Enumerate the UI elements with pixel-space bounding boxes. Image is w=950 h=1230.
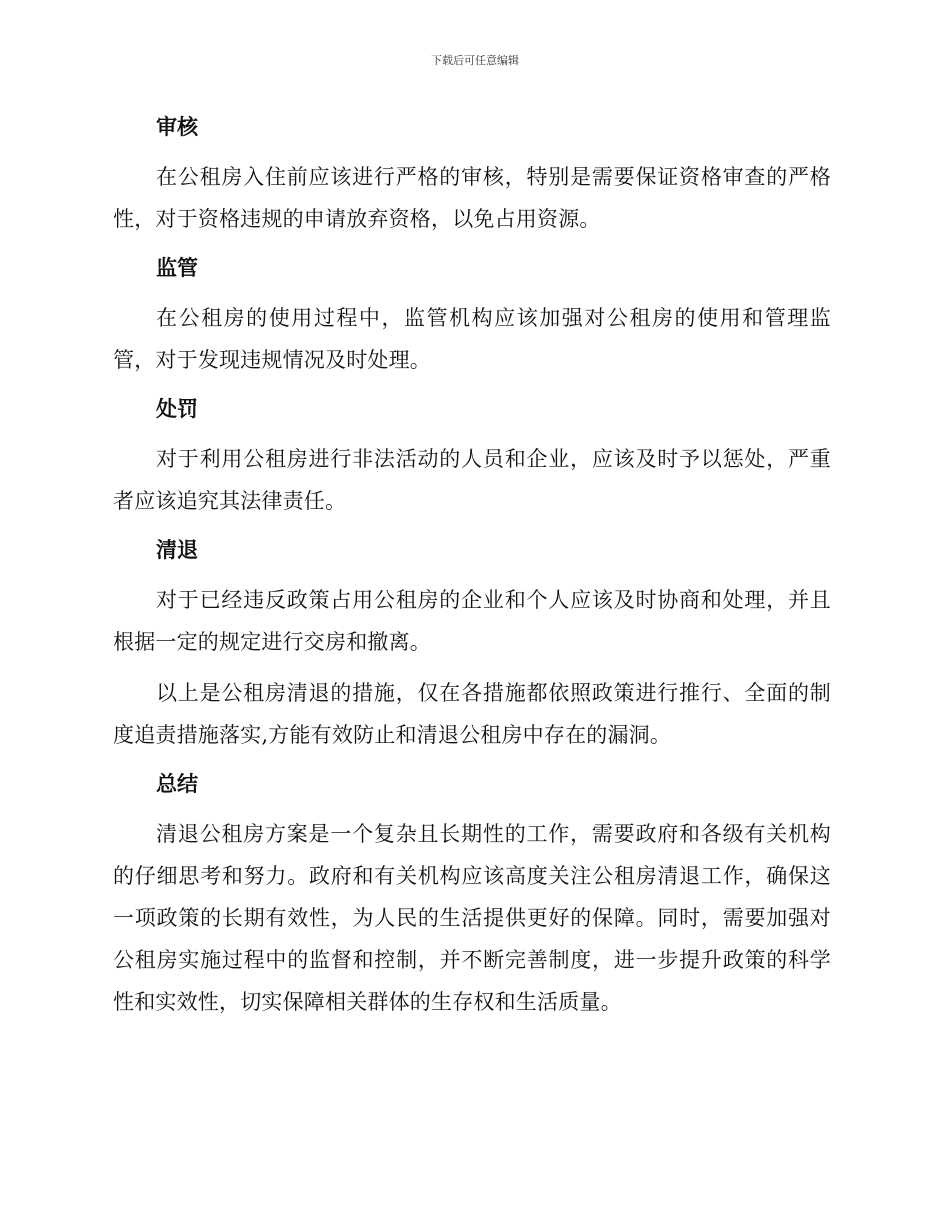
section-penalty [113,390,831,531]
section-paragraph: 在公租房入住前应该进行严格的审核，特别是需要保证资格审查的严格性，对于资格违规的申请放弃资格，以免占用资源。 [113,165,831,231]
section-heading: 监管 [156,256,198,280]
document-body [113,108,831,1023]
section-paragraph: 在公租房的使用过程中，监管机构应该加强对公租房的使用和管理监管，对于发现违规情况及时处理。 [113,306,831,372]
section-supervision [113,249,831,390]
section-heading: 总结 [156,772,198,796]
section-paragraph: 对于已经违反政策占用公租房的企业和个人应该及时协商和处理，并且根据一定的规定进行交房和撤离。 [113,588,831,654]
section-conclusion [113,765,831,1023]
conclusion-paragraph: 清退公租房方案是一个复杂且长期性的工作，需要政府和各级有关机构的仔细思考和努力。政府和有关机构应该高度关注公租房清退工作，确保这一项政策的长期有效性，为人民的生活提供更好的保障。同时，需要加强对公租房实施过程中的监督和控制，并不断完善制度，进一步提升政策的科学性和实效性，切实保障相关群体的生存权和生活质量。 [113,822,831,1014]
section-clearance [113,531,831,672]
section-heading: 清退 [156,538,198,562]
summary-paragraph: 以上是公租房清退的措施，仅在各措施都依照政策进行推行、全面的制度追责措施落实,方能有效防止和清退公租房中存在的漏洞。 [113,681,831,747]
section-paragraph: 对于利用公租房进行非法活动的人员和企业，应该及时予以惩处，严重者应该追究其法律责任。 [113,447,831,513]
section-heading: 审核 [156,115,198,139]
section-heading: 处罚 [156,397,198,421]
section-review [113,108,831,249]
page-header: 下载后可任意编辑 [431,54,519,67]
summary-block [113,672,831,765]
